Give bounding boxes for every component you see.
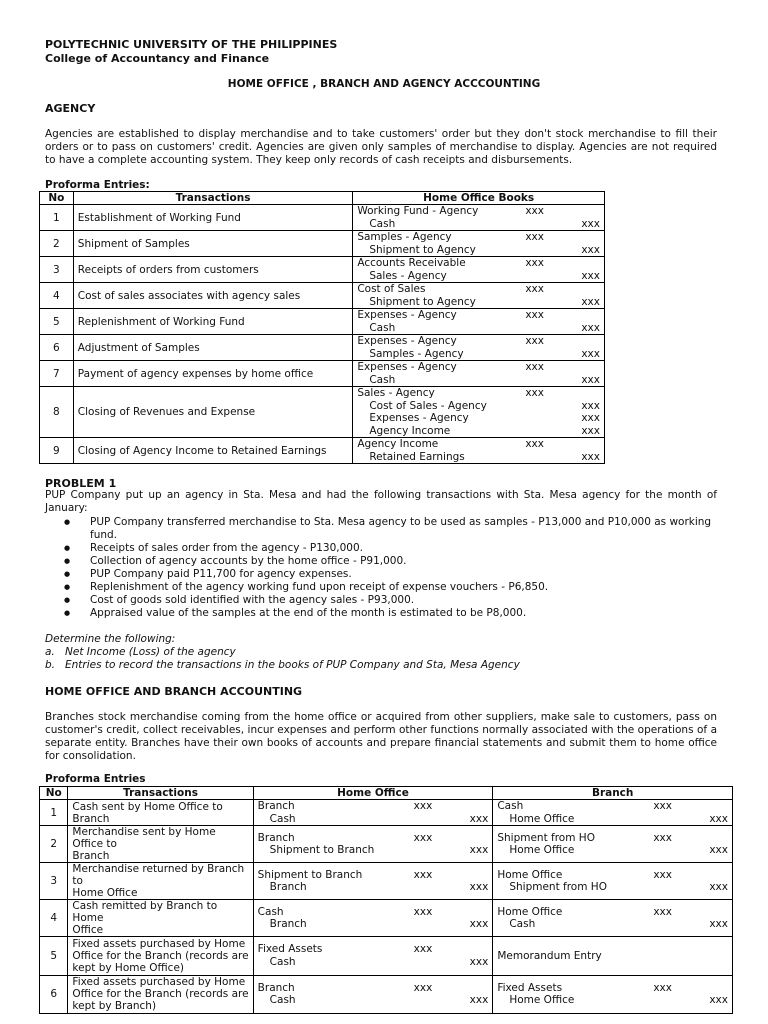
table-row: [40, 863, 733, 900]
debit-amount: [537, 374, 581, 387]
bullet-item: ● Appraised value of the samples at the end of the month is estimated to be P8,000.: [62, 607, 712, 620]
col-header-branch: Branch: [493, 787, 733, 800]
debit-amount: [426, 881, 470, 894]
journal-line: [258, 844, 489, 857]
journal-line: [497, 800, 728, 813]
debit-amount: [665, 844, 709, 857]
transaction-line: Fixed assets purchased by Home: [72, 937, 246, 950]
debit-amount: xxx: [653, 981, 672, 994]
account-name: Shipment to Agency: [369, 295, 476, 308]
credit-amount: xxx: [581, 347, 600, 360]
account-name: Home Office: [497, 905, 563, 918]
debit-amount: [665, 813, 709, 826]
account-name: Home Office: [497, 868, 563, 881]
debit-amount: [426, 813, 470, 826]
account-name: Sales - Agency: [357, 387, 435, 399]
account-name: Branch: [257, 800, 295, 812]
credit-amount: xxx: [469, 994, 489, 1007]
memorandum-entry: Memorandum Entry: [493, 937, 733, 976]
row-number: 1: [40, 800, 68, 826]
transaction-description: Payment of agency expenses by home office: [73, 361, 353, 387]
col-header-home-office: Home Office: [253, 787, 493, 800]
journal-line: [258, 994, 489, 1007]
row-number: 5: [40, 309, 74, 335]
table-header-row: [40, 192, 605, 205]
journal-entry-cell: [493, 800, 733, 826]
journal-line: [497, 918, 728, 931]
debit-amount: [665, 918, 709, 931]
transaction-description: [68, 863, 253, 900]
journal-entry-cell: [353, 361, 605, 387]
account-name: Expenses - Agency: [369, 412, 469, 424]
university-name: POLYTECHNIC UNIVERSITY OF THE PHILIPPINES: [45, 38, 338, 51]
journal-line: [258, 869, 489, 882]
transaction-line: Merchandise sent by Home Office to: [72, 826, 216, 850]
credit-amount: xxx: [709, 881, 728, 893]
journal-entry-cell: [353, 438, 605, 464]
journal-entry-cell: [253, 900, 493, 937]
account-name: Cash: [269, 955, 296, 968]
row-number: 2: [40, 231, 74, 257]
row-number: 8: [40, 387, 74, 438]
journal-line: [497, 881, 728, 894]
credit-amount: xxx: [469, 881, 489, 893]
debit-amount: [665, 881, 709, 894]
account-name: Shipment to Agency: [369, 243, 476, 256]
table-row: [40, 438, 605, 464]
journal-line: [258, 982, 489, 995]
row-number: 5: [40, 937, 68, 976]
problem-bullet-list: [62, 516, 712, 620]
table-row: [40, 387, 605, 438]
credit-amount: xxx: [581, 373, 600, 386]
row-number: 4: [40, 900, 68, 937]
table-row: [40, 257, 605, 283]
table-row: [40, 283, 605, 309]
determine-label: Determine the following:: [45, 633, 176, 645]
table-row: [40, 826, 733, 863]
journal-line: [357, 231, 600, 244]
credit-amount: xxx: [709, 918, 728, 930]
journal-line: [497, 869, 728, 882]
account-name: Fixed Assets: [257, 943, 323, 956]
transaction-description: Receipts of orders from customers: [73, 257, 353, 283]
table-row: [40, 800, 733, 826]
credit-amount: xxx: [709, 812, 728, 825]
credit-amount: xxx: [709, 994, 728, 1007]
account-name: Agency Income: [369, 424, 451, 437]
journal-entry-cell: [353, 257, 605, 283]
journal-entry-cell: [493, 863, 733, 900]
agency-paragraph: Agencies are established to display merchandise and to take customers' order but they don't stock merchandise to fill their orders or to pass on customers' credit. Agencies are given only samples of merchandise to display. Agencies are not required to have a complete accounting system. They keep only records of cash receipts and disbursements.: [45, 128, 717, 166]
debit-amount: [665, 994, 709, 1007]
problem-intro: PUP Company put up an agency in Sta. Mesa and had the following transactions with Sta. Mesa agency for the month of January:: [45, 489, 717, 514]
credit-amount: xxx: [581, 217, 600, 230]
credit-amount: xxx: [581, 321, 600, 334]
transaction-line: Office for the Branch (records are: [72, 988, 249, 1001]
transaction-description: [68, 800, 253, 826]
transaction-description: Adjustment of Samples: [73, 335, 353, 361]
credit-amount: xxx: [709, 844, 728, 856]
journal-line: [258, 881, 489, 894]
journal-entry-cell: [253, 826, 493, 863]
journal-entry-cell: [493, 975, 733, 1014]
account-name: Cash: [269, 812, 296, 825]
row-number: 3: [40, 863, 68, 900]
journal-line: [258, 800, 489, 813]
transaction-line: Fixed assets purchased by Home: [72, 976, 246, 989]
journal-entry-cell: [253, 975, 493, 1014]
credit-amount: xxx: [581, 295, 600, 308]
debit-amount: [426, 994, 470, 1007]
journal-line: [357, 218, 600, 231]
debit-amount: [537, 412, 581, 425]
document-title: HOME OFFICE , BRANCH AND AGENCY ACCCOUNTING: [227, 78, 541, 90]
journal-line: [258, 956, 489, 969]
debit-amount: xxx: [413, 868, 433, 881]
bullet-item: ● PUP Company paid P11,700 for agency expenses.: [62, 568, 712, 581]
transaction-line: kept by Home Office): [72, 961, 185, 974]
journal-line: [258, 918, 489, 931]
row-number: 3: [40, 257, 74, 283]
credit-amount: xxx: [469, 812, 489, 825]
debit-amount: xxx: [525, 387, 544, 399]
journal-entry-cell: [353, 335, 605, 361]
journal-line: [497, 906, 728, 919]
table-row: [40, 937, 733, 976]
transaction-line: Office: [72, 924, 104, 936]
debit-amount: xxx: [413, 831, 433, 844]
credit-amount: xxx: [581, 269, 600, 282]
account-name: Agency Income: [357, 438, 439, 450]
transaction-description: Cost of sales associates with agency sales: [73, 283, 353, 309]
debit-amount: xxx: [653, 800, 672, 812]
account-name: Shipment from HO: [509, 881, 607, 893]
transaction-description: Shipment of Samples: [73, 231, 353, 257]
row-number: 7: [40, 361, 74, 387]
credit-amount: xxx: [581, 450, 600, 463]
account-name: Samples - Agency: [369, 347, 464, 360]
debit-amount: xxx: [525, 335, 544, 347]
journal-entry-cell: [253, 863, 493, 900]
journal-line: [357, 244, 600, 257]
table-header-row: [40, 787, 733, 800]
branch-entries-table: [39, 786, 733, 1014]
item-letter: b.: [45, 659, 56, 671]
journal-line: [357, 257, 600, 270]
journal-line: [258, 832, 489, 845]
col-header-transactions: Transactions: [68, 787, 253, 800]
journal-line: [258, 906, 489, 919]
journal-line: [357, 400, 600, 413]
debit-amount: [537, 296, 581, 309]
table-row: [40, 205, 605, 231]
transaction-line: Merchandise returned by Branch to: [72, 863, 245, 887]
journal-line: [357, 296, 600, 309]
account-name: Cash: [509, 918, 536, 930]
journal-entry-cell: [353, 205, 605, 231]
account-name: Expenses - Agency: [357, 335, 457, 347]
bullet-item: ● Collection of agency accounts by the home office - P91,000.: [62, 555, 712, 568]
problem-heading: PROBLEM 1: [45, 477, 117, 490]
credit-amount: xxx: [469, 955, 489, 968]
account-name: Sales - Agency: [369, 269, 447, 282]
debit-amount: xxx: [525, 438, 544, 450]
account-name: Retained Earnings: [369, 450, 465, 463]
credit-amount: xxx: [469, 918, 489, 930]
journal-line: [357, 387, 600, 400]
account-name: Shipment to Branch: [257, 868, 363, 881]
determine-item-b: [45, 659, 520, 672]
transaction-description: [68, 975, 253, 1014]
debit-amount: xxx: [413, 943, 433, 956]
credit-amount: xxx: [581, 424, 600, 437]
row-number: 6: [40, 975, 68, 1014]
transaction-description: Replenishment of Working Fund: [73, 309, 353, 335]
transaction-description: [68, 826, 253, 863]
bullet-item: ● PUP Company transferred merchandise to Sta. Mesa agency to be used as samples - P13,000 and P10,000 as working fund.: [62, 516, 712, 542]
row-number: 9: [40, 438, 74, 464]
journal-line: [497, 982, 728, 995]
account-name: Branch: [269, 881, 307, 893]
account-name: Branch: [257, 981, 295, 994]
account-name: Cash: [369, 373, 396, 386]
debit-amount: [426, 956, 470, 969]
agency-entries-table: [39, 191, 605, 464]
branch-paragraph: Branches stock merchandise coming from the home office or acquired from other suppliers, make sale to customers, pass on customer's credit, collect receivables, incur expenses and perform other functions normally associated with the operations of a separate entity. Branches have their own books of accounts and prepare financial statements and submit them to home office for consolidation.: [45, 711, 717, 762]
journal-entry-cell: [353, 283, 605, 309]
table-row: [40, 900, 733, 937]
account-name: Accounts Receivable: [357, 257, 466, 269]
transaction-line: Cash sent by Home Office to Branch: [72, 800, 223, 825]
journal-line: [497, 832, 728, 845]
credit-amount: xxx: [469, 844, 489, 856]
account-name: Cost of Sales - Agency: [369, 399, 487, 412]
transaction-description: Closing of Agency Income to Retained Earnings: [73, 438, 353, 464]
item-text: Net Income (Loss) of the agency: [65, 646, 236, 658]
debit-amount: xxx: [525, 231, 544, 243]
bullet-item: ● Replenishment of the agency working fund upon receipt of expense vouchers - P6,850.: [62, 581, 712, 594]
transaction-line: Home Office: [72, 887, 138, 899]
account-name: Branch: [269, 918, 307, 930]
debit-amount: xxx: [525, 309, 544, 321]
col-header-no: No: [40, 787, 68, 800]
debit-amount: xxx: [525, 205, 544, 217]
journal-entry-cell: [253, 937, 493, 976]
table-row: [40, 309, 605, 335]
account-name: Working Fund - Agency: [357, 205, 479, 217]
account-name: Cash: [269, 994, 296, 1007]
journal-line: [497, 844, 728, 857]
journal-line: [497, 813, 728, 826]
debit-amount: xxx: [653, 831, 672, 844]
debit-amount: xxx: [653, 868, 672, 881]
agency-heading: AGENCY: [45, 102, 96, 115]
transaction-line: kept by Branch): [72, 1000, 157, 1013]
journal-entry-cell: [253, 800, 493, 826]
journal-line: [357, 309, 600, 322]
transaction-description: Establishment of Working Fund: [73, 205, 353, 231]
account-name: Samples - Agency: [357, 231, 452, 243]
credit-amount: xxx: [581, 399, 600, 412]
account-name: Fixed Assets: [497, 981, 563, 994]
journal-line: [357, 425, 600, 438]
account-name: Shipment to Branch: [269, 844, 375, 856]
debit-amount: [537, 322, 581, 335]
branch-proforma-label: Proforma Entries: [45, 773, 146, 785]
debit-amount: [426, 844, 470, 857]
journal-entry-cell: [493, 900, 733, 937]
transaction-description: Closing of Revenues and Expense: [73, 387, 353, 438]
bullet-item: ● Cost of goods sold identified with the agency sales - P93,000.: [62, 594, 712, 607]
journal-line: [497, 994, 728, 1007]
table-row: [40, 231, 605, 257]
row-number: 4: [40, 283, 74, 309]
debit-amount: [537, 270, 581, 283]
transaction-description: [68, 937, 253, 976]
table-row: [40, 361, 605, 387]
account-name: Shipment from HO: [497, 831, 595, 844]
debit-amount: xxx: [525, 257, 544, 269]
credit-amount: xxx: [581, 243, 600, 256]
debit-amount: [537, 400, 581, 413]
debit-amount: [537, 218, 581, 231]
transaction-line: Office for the Branch (records are: [72, 949, 249, 962]
transaction-line: Cash remitted by Branch to Home: [72, 900, 218, 924]
debit-amount: xxx: [413, 981, 433, 994]
journal-line: [357, 283, 600, 296]
debit-amount: xxx: [525, 283, 544, 295]
row-number: 1: [40, 205, 74, 231]
account-name: Expenses - Agency: [357, 361, 457, 373]
account-name: Cash: [369, 321, 396, 334]
debit-amount: [537, 244, 581, 257]
account-name: Cost of Sales: [357, 283, 426, 295]
debit-amount: xxx: [653, 905, 672, 918]
account-name: Home Office: [509, 844, 575, 856]
col-header-transactions: Transactions: [73, 192, 353, 205]
journal-line: [357, 412, 600, 425]
journal-line: [357, 361, 600, 374]
journal-line: [357, 451, 600, 464]
determine-item-a: [45, 646, 236, 659]
debit-amount: [537, 425, 581, 438]
college-name: College of Accountancy and Finance: [45, 52, 270, 65]
debit-amount: xxx: [413, 905, 433, 918]
journal-line: [357, 270, 600, 283]
journal-line: [357, 438, 600, 451]
journal-entry-cell: [353, 387, 605, 438]
branch-heading: HOME OFFICE AND BRANCH ACCOUNTING: [45, 685, 303, 698]
account-name: Home Office: [509, 994, 575, 1007]
account-name: Cash: [497, 800, 524, 812]
journal-line: [357, 374, 600, 387]
row-number: 6: [40, 335, 74, 361]
journal-line: [357, 348, 600, 361]
item-text: Entries to record the transactions in the books of PUP Company and Sta, Mesa Agency: [65, 659, 520, 671]
journal-line: [258, 813, 489, 826]
debit-amount: [537, 348, 581, 361]
row-number: 2: [40, 826, 68, 863]
journal-entry-cell: [353, 231, 605, 257]
account-name: Branch: [257, 831, 295, 844]
account-name: Expenses - Agency: [357, 309, 457, 321]
bullet-item: ● Receipts of sales order from the agency - P130,000.: [62, 542, 712, 555]
account-name: Cash: [257, 905, 284, 918]
account-name: Cash: [369, 217, 396, 230]
journal-line: [357, 322, 600, 335]
col-header-home-office-books: Home Office Books: [353, 192, 605, 205]
col-header-no: No: [40, 192, 74, 205]
table-row: [40, 335, 605, 361]
transaction-line: Branch: [72, 850, 110, 862]
table-row: [40, 975, 733, 1014]
agency-proforma-label: Proforma Entries:: [45, 179, 150, 191]
journal-entry-cell: [353, 309, 605, 335]
journal-line: [357, 335, 600, 348]
debit-amount: xxx: [525, 361, 544, 373]
journal-line: [258, 943, 489, 956]
account-name: Home Office: [509, 812, 575, 825]
credit-amount: xxx: [581, 412, 600, 424]
transaction-description: [68, 900, 253, 937]
journal-entry-cell: [493, 826, 733, 863]
debit-amount: xxx: [413, 800, 433, 812]
item-letter: a.: [45, 646, 55, 658]
debit-amount: [426, 918, 470, 931]
journal-line: [357, 205, 600, 218]
debit-amount: [537, 451, 581, 464]
